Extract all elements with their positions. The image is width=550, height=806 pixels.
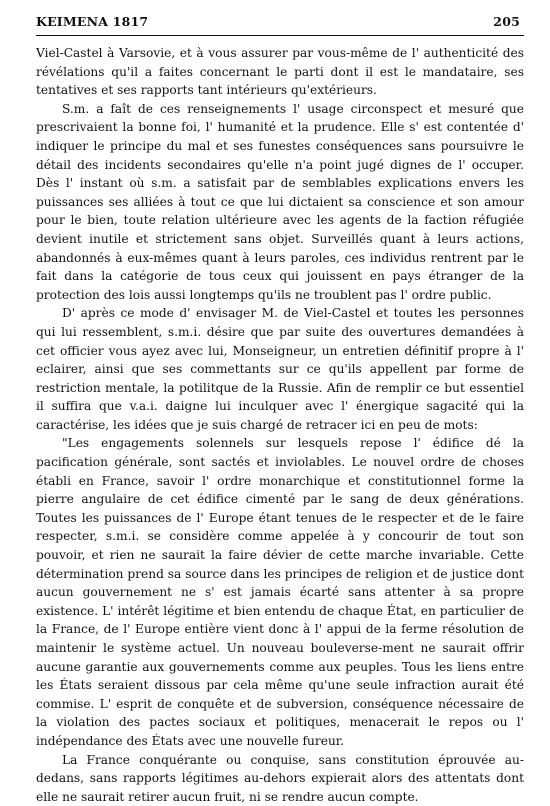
running-header <box>36 14 524 36</box>
header-title: KEIMENA 1817 <box>36 14 149 29</box>
page-number: 205 <box>493 14 520 29</box>
paragraph: D' après ce mode d' envisager M. de Viel-Castel et toutes les personnes qui lui ressemblent, s.m.i. désire que par suite des ouvertures demandées à cet officier vous ayez avec lui, Monseigneur, un entretien définitif propre à l' eclairer, ainsi que ses commettants sur ce qu'ils appellent par forme de restriction mentale, la potilitque de la Russie. Afin de remplir ce but essentiel il suffira que v.a.i. daigne lui inculquer avec l' énergique sagacité qui la caractérise, les idées que je suis chargé de retracer ici en peu de mots: <box>36 306 524 432</box>
quoted-paragraph: "Les engagements solennels sur lesquels repose l' édifice dé la pacification générale, sont sactés et inviolables. Le nouvel ordre de choses établi en France, savoir l' ordre monarchique et constitutionnel forme la pierre angulaire de cet édifice cimenté par le sang de deux générations. Toutes les puissances de l' Europe étant tenues de le respecter et de le faire respecter, s.m.i. se considère comme appelée à y concourir de tout son pouvoir, et rien ne saurait la faire dévier de cette marche invariable. Cette détermination prend sa source dans les principes de religion et de justice dont aucun gouvernement ne s' est jamais écarté sans attenter à sa propre existence. L' intérêt légitime et bien entendu de chaque État, en particulier de la France, de l' Europe entière vient donc à l' appui de la ferme résolution de maintenir le système actuel. Un nouveau bouleverse-ment ne saurait offrir aucune garantie aux gouvernements comme aux peuples. Tous les liens entre les États seraient dissous par cela même qu'une seule infraction aurait été commise. L' esprit de conquête et de subversion, conséquence nécessaire de la violation des pactes sociaux et politiques, menacerait le repos ou l' indépendance des États avec une nouvelle fureur. <box>36 436 524 748</box>
paragraph: S.m. a faît de ces renseignements l' usage circonspect et mesuré que prescrivaient la bonne foi, l' humanité et la prudence. Elle s' est contentée d' indiquer le principe du mal et ses funestes conséquences sans poursuivre le détail des incidents secondaires qu'elle n'a point jugé dignes de l' occuper. Dès l' instant où s.m. a satisfait par de semblables explications envers les puissances ses alliées à tout ce que lui dictaient sa conscience et son amour pour le bien, toute relation ultérieure avec les agents de la faction réfugiée devient inutile et strictement sans objet. Surveillés quant à leurs actions, abandonnés à eux-mêmes quant à leurs paroles, ces individus rentrent par le fait dans la catégorie de tous ceux qui jouissent en pays étranger de la protection des lois aussi longtemps qu'ils ne troublent pas l' ordre public. <box>36 101 524 302</box>
body-text <box>36 44 524 806</box>
paragraph-continued: Viel-Castel à Varsovie, et à vous assurer par vous-même de l' authenticité des révélations qu'il a faites concernant le parti dont il est le mandataire, ses tentatives et ses rapports tant intérieurs qu'extérieurs. <box>36 46 524 98</box>
paragraph: La France conquérante ou conquise, sans constitution éprouvée au-dedans, sans rapports légitimes au-dehors expierait alors des attentats dont elle ne saurait retirer aucun fruit, ni se rendre aucun compte. <box>36 752 524 804</box>
